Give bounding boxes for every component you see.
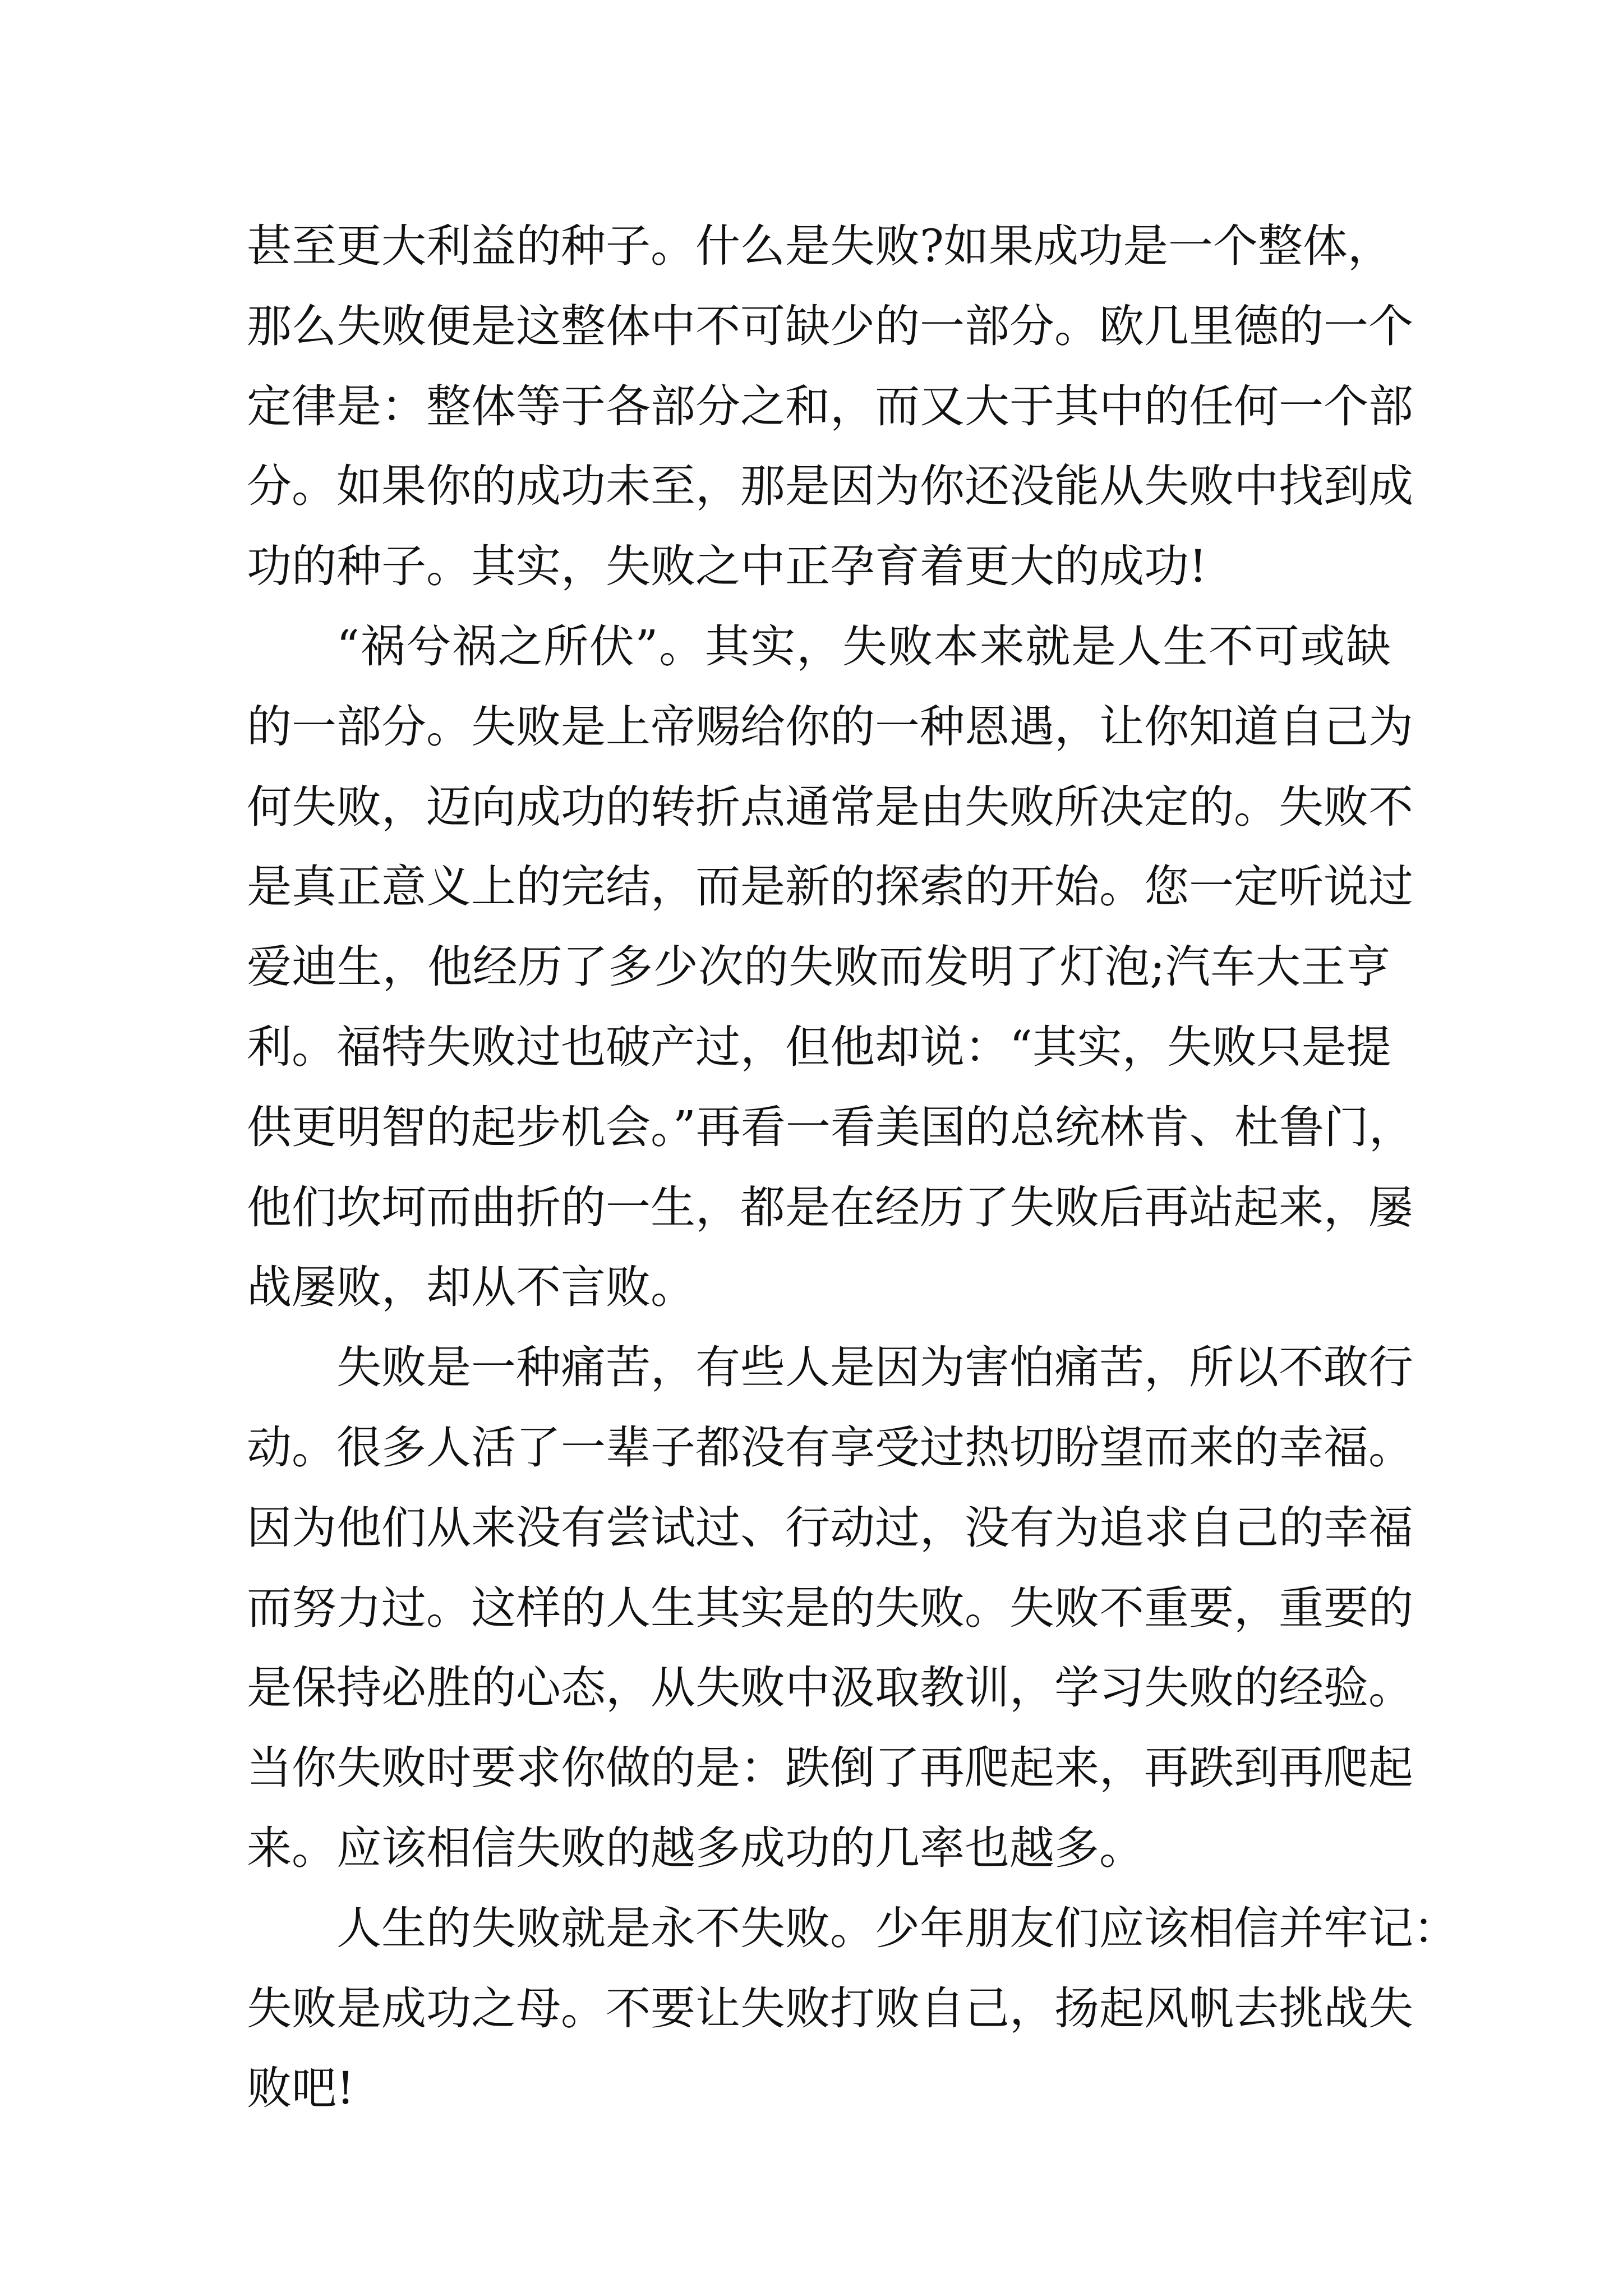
- text-line: 当你失败时要求你做的是：跌倒了再爬起来，再跌到再爬起: [247, 1742, 1413, 1795]
- text-line: 动。很多人活了一辈子都没有享受过热切盼望而来的幸福。: [247, 1421, 1413, 1474]
- text-line: 分。如果你的成功未至，那是因为你还没能从失败中找到成: [247, 460, 1413, 513]
- text-line: “祸兮祸之所伏”。其实，失败本来就是人生不可或缺: [336, 620, 1391, 673]
- text-line: 败吧!: [247, 2062, 355, 2115]
- text-line: 功的种子。其实，失败之中正孕育着更大的成功!: [247, 540, 1207, 593]
- text-line: 失败是一种痛苦，有些人是因为害怕痛苦，所以不敢行: [336, 1341, 1413, 1394]
- text-line: 爱迪生，他经历了多少次的失败而发明了灯泡;汽车大王亨: [247, 941, 1391, 993]
- text-line: 人生的失败就是永不失败。少年朋友们应该相信并牢记：: [336, 1902, 1458, 1954]
- text-line: 的一部分。失败是上帝赐给你的一种恩遇，让你知道自己为: [247, 700, 1413, 753]
- text-line: 战屡败，却从不言败。: [247, 1261, 695, 1314]
- text-line: 利。福特失败过也破产过，但他却说：“其实，失败只是提: [247, 1020, 1391, 1073]
- text-line: 他们坎坷而曲折的一生，都是在经历了失败后再站起来，屡: [247, 1181, 1413, 1234]
- text-line: 而努力过。这样的人生其实是的失败。失败不重要，重要的: [247, 1581, 1413, 1634]
- text-line: 是保持必胜的心态，从失败中汲取教训，学习失败的经验。: [247, 1662, 1413, 1714]
- text-line: 定律是：整体等于各部分之和，而又大于其中的任何一个部: [247, 380, 1413, 432]
- text-line: 来。应该相信失败的越多成功的几率也越多。: [247, 1821, 1144, 1874]
- text-line: 那么失败便是这整体中不可缺少的一部分。欧几里德的一个: [247, 300, 1413, 352]
- text-line: 甚至更大利益的种子。什么是失败?如果成功是一个整体，: [247, 220, 1393, 272]
- text-line: 何失败，迈向成功的转折点通常是由失败所决定的。失败不: [247, 780, 1413, 833]
- text-line: 是真正意义上的完结，而是新的探索的开始。您一定听说过: [247, 861, 1413, 913]
- text-line: 供更明智的起步机会。”再看一看美国的总统林肯、杜鲁门，: [247, 1101, 1414, 1153]
- text-line: 失败是成功之母。不要让失败打败自己，扬起风帆去挑战失: [247, 1982, 1413, 2035]
- text-line: 因为他们从来没有尝试过、行动过，没有为追求自己的幸福: [247, 1501, 1413, 1554]
- document-body: [247, 206, 1458, 2129]
